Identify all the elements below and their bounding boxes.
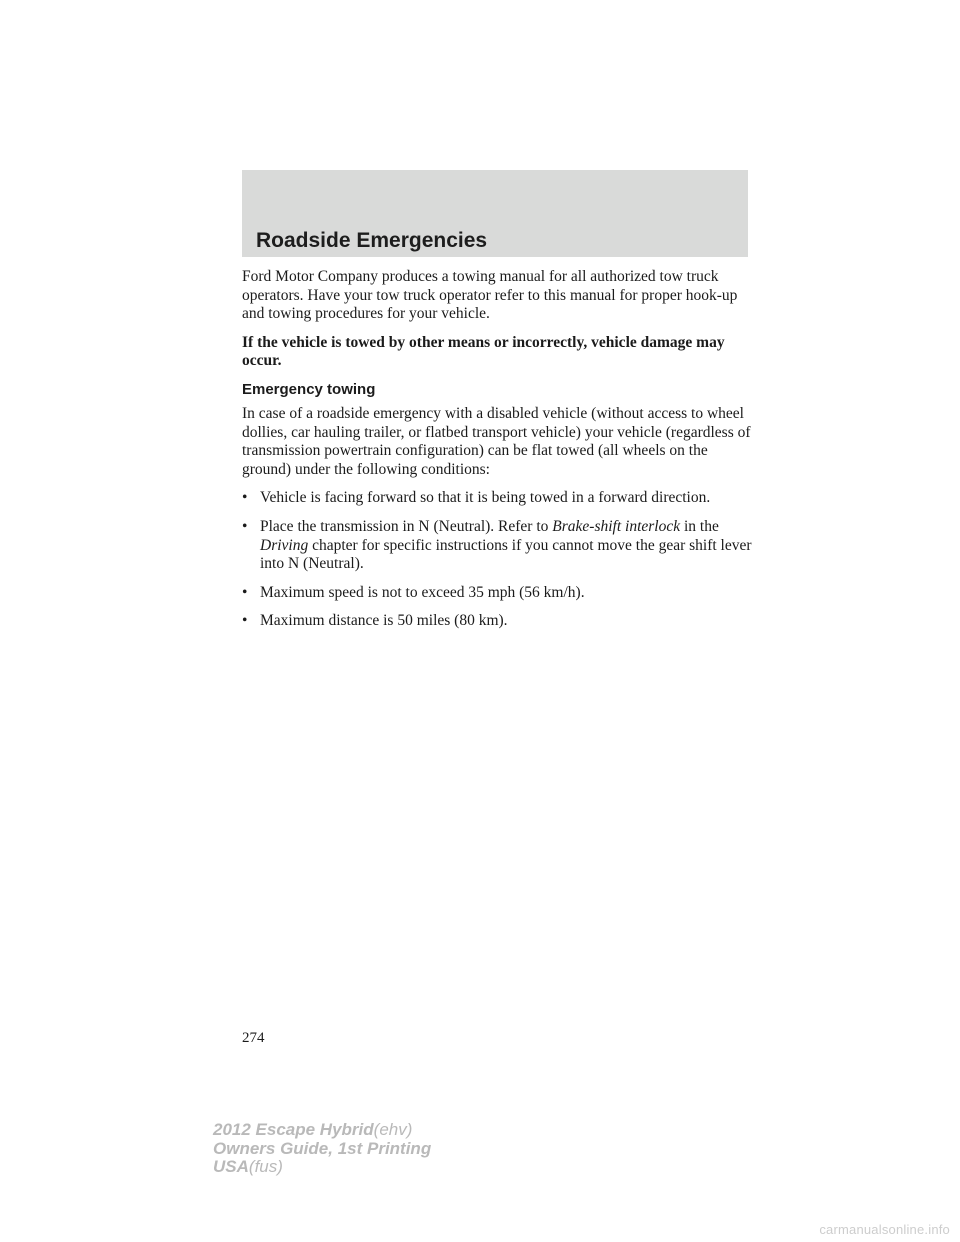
- section-title: Roadside Emergencies: [256, 229, 488, 252]
- list-item: [242, 489, 752, 508]
- list-item-text: Vehicle is facing forward so that it is being towed in a forward direction.: [260, 489, 711, 507]
- warning-paragraph: If the vehicle is towed by other means or incorrectly, vehicle damage may occur.: [242, 333, 725, 370]
- list-item-text: chapter for specific instructions if you cannot move the gear shift lever into N (Neutral).: [260, 536, 752, 573]
- conditions-paragraph: In case of a roadside emergency with a disabled vehicle (without access to wheel dollies, car hauling trailer, or flatbed transport vehicle) your vehicle (regardless of transmission powertrain configuration) can be flat towed (all wheels on the ground) under the following conditions:: [242, 404, 751, 478]
- subheading-emergency-towing: Emergency towing: [242, 380, 376, 398]
- footer-model-code: (ehv): [373, 1120, 413, 1139]
- footer-model: 2012 Escape Hybrid: [213, 1120, 374, 1139]
- reference-brake-shift-interlock: Brake-shift interlock: [552, 517, 681, 535]
- footer-edition: Owners Guide, 1st Printing: [213, 1138, 432, 1158]
- intro-paragraph: Ford Motor Company produces a towing manual for all authorized tow truck operators. Have your tow truck operator refer to this manual for proper hook-up and towing procedures for your vehicle.: [242, 268, 738, 323]
- list-item: [242, 584, 752, 603]
- bullet-icon: •: [242, 583, 248, 601]
- list-item: [242, 518, 752, 574]
- list-item: [242, 612, 752, 631]
- list-item-text: Maximum speed is not to exceed 35 mph (56 km/h).: [260, 583, 585, 601]
- list-item-text: Maximum distance is 50 miles (80 km).: [260, 612, 508, 630]
- reference-driving-chapter: Driving: [260, 536, 309, 554]
- footer-market-code: (fus): [248, 1157, 283, 1176]
- bullet-icon: •: [242, 489, 248, 507]
- bullet-icon: •: [242, 517, 248, 535]
- list-item-text: in the: [680, 517, 719, 535]
- list-item-text: Place the transmission in N (Neutral). Refer to: [260, 517, 553, 535]
- document-footer: [213, 1121, 431, 1177]
- bullet-icon: •: [242, 612, 248, 630]
- page-number: 274: [242, 1030, 265, 1046]
- footer-market: USA: [213, 1157, 249, 1176]
- conditions-list: [242, 489, 752, 631]
- page-content: [242, 268, 752, 641]
- watermark: carmanualsonline.info: [819, 1222, 950, 1237]
